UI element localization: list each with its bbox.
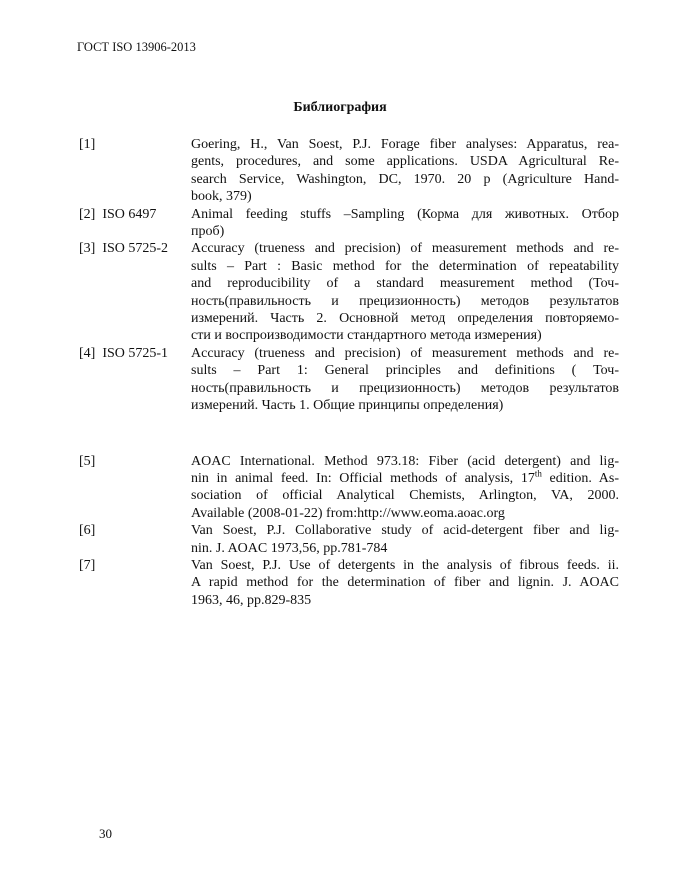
- bibliography-entry: [79, 557, 619, 609]
- entry-line: ность(правильность и прецизионность) методов результатов: [191, 293, 619, 309]
- entry-line: sults – Part 1: General principles and definitions ( Точ-: [191, 363, 619, 379]
- entry-line: Goering, H., Van Soest, P.J. Forage fiber analyses: Apparatus, rea-: [191, 137, 619, 152]
- entry-reference: [2] ISO 6497: [79, 206, 157, 222]
- entry-line: измерений. Часть 2. Основной метод определения повторяемо-: [191, 311, 619, 327]
- entry-text: [191, 240, 619, 344]
- entry-line: измерений. Часть 1. Общие принципы определения): [191, 398, 504, 414]
- entry-line: Accuracy (trueness and precision) of measurement methods and re-: [191, 241, 619, 257]
- entry-line: Van Soest, P.J. Collaborative study of acid-detergent fiber and lig-: [191, 523, 619, 539]
- entry-text: [191, 136, 619, 206]
- page-title: Библиография: [293, 100, 387, 115]
- entry-reference: [3] ISO 5725-2: [79, 241, 169, 257]
- bibliography-entry: [79, 206, 619, 241]
- bibliography-list: [79, 136, 619, 609]
- entry-line: сти и воспроизводимости стандартного метода измерения): [191, 328, 542, 344]
- entry-line: nin. J. AOAC 1973,56, pp.781-784: [191, 540, 388, 556]
- entry-line: search Service, Washington, DC, 1970. 20 p (Agriculture Hand-: [191, 171, 619, 187]
- page-number: 30: [99, 826, 112, 841]
- entry-text: [191, 453, 619, 523]
- entry-line: Available (2008-01-22) from:http://www.eoma.aoac.org: [191, 505, 505, 521]
- entry-line-part: nin in animal feed. In: Official methods of analysis, 17: [191, 470, 535, 486]
- document-header: ГОСТ ISO 13906-2013: [77, 40, 196, 54]
- entry-reference: [6]: [79, 523, 96, 539]
- entry-line: ность(правильность и прецизионность) методов результатов: [191, 380, 619, 396]
- entry-text: [191, 345, 619, 415]
- entry-line: AOAC International. Method 973.18: Fiber (acid detergent) and lig-: [191, 453, 619, 469]
- entry-text: [191, 557, 619, 609]
- bibliography-entry: [79, 345, 619, 415]
- entry-line: Van Soest, P.J. Use of detergents in the analysis of fibrous feeds. ii.: [191, 557, 619, 573]
- bibliography-entry: [79, 453, 619, 523]
- bibliography-entry: [79, 136, 619, 206]
- entry-text: [191, 206, 619, 241]
- entry-line: sults – Part : Basic method for the determination of repeatability: [191, 258, 619, 274]
- entry-line: 1963, 46, pp.829-835: [191, 592, 312, 608]
- entry-line: Accuracy (trueness and precision) of measurement methods and re-: [191, 345, 619, 361]
- entry-line: A rapid method for the determination of fiber and lignin. J. AOAC: [191, 575, 619, 591]
- entry-text: [191, 522, 619, 557]
- entry-reference: [4] ISO 5725-1: [79, 345, 169, 361]
- entry-reference: [7]: [79, 557, 96, 573]
- bibliography-entry: [79, 522, 619, 557]
- entry-reference: [5]: [79, 453, 96, 469]
- entry-line: Animal feeding stuffs –Sampling (Корма для животных. Отбор: [191, 206, 619, 222]
- entry-line: gents, procedures, and some applications. USDA Agricultural Re-: [191, 154, 619, 170]
- entry-line: проб): [191, 224, 225, 240]
- entry-line: book, 379): [191, 189, 252, 205]
- entry-reference: [1]: [79, 137, 96, 152]
- entry-line: [191, 470, 619, 487]
- bibliography-entry: [79, 240, 619, 344]
- entry-line-part: edition. As-: [541, 470, 619, 486]
- superscript: th: [534, 468, 542, 479]
- entry-line: and reproducibility of a standard measurement method (Точ-: [191, 276, 619, 292]
- entry-line: sociation of official Analytical Chemists, Arlington, VA, 2000.: [191, 488, 619, 504]
